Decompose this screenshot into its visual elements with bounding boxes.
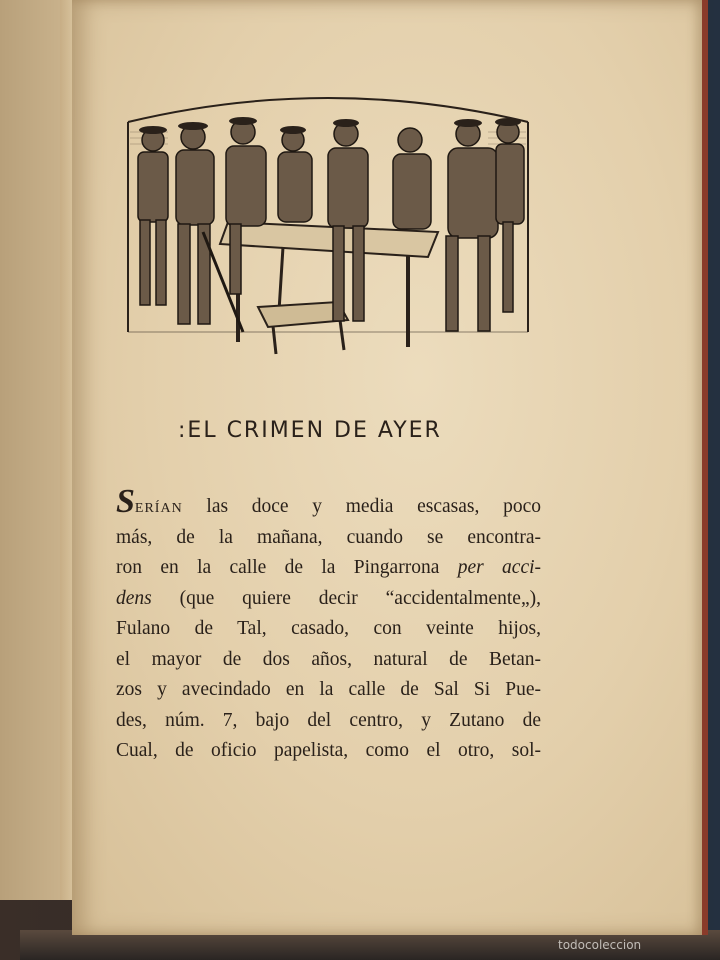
drop-cap: S [116,483,135,520]
book-page [72,0,708,935]
text-line-4 [116,584,541,615]
text-line-6: el mayor de dos años, natural de Betan- [116,648,541,670]
first-word-rest: erían [134,496,183,517]
line3-italic: per acci- [457,557,542,578]
chapter-title: :EL CRIMEN DE AYER [178,418,442,443]
body-paragraph [116,483,542,767]
line4-text: (que quiere decir “accidentalmente„), [151,587,541,609]
text-line-5: Fulano de Tal, casado, con veinte hijos, [116,618,541,639]
text-line-3 [116,553,541,584]
engraving-illustration [108,92,548,362]
line1-text: las doce y media escasas, poco [182,496,541,517]
text-line-1 [116,483,541,523]
line3-text: ron en la calle de la Pingarrona [116,557,458,578]
watermark: todocoleccion [558,938,642,952]
line4-italic: dens [116,587,152,609]
text-line-9: Cual, de oficio papelista, como el otro, sol- [116,740,541,761]
text-line-2: más, de la mañana, cuando se encontra- [116,526,541,548]
text-line-8: des, núm. 7, bajo del centro, y Zutano de [116,709,541,731]
workers-around-table-engraving [108,92,548,362]
text-line-7: zos y avecindado en la calle de Sal Si Pue- [116,679,541,700]
